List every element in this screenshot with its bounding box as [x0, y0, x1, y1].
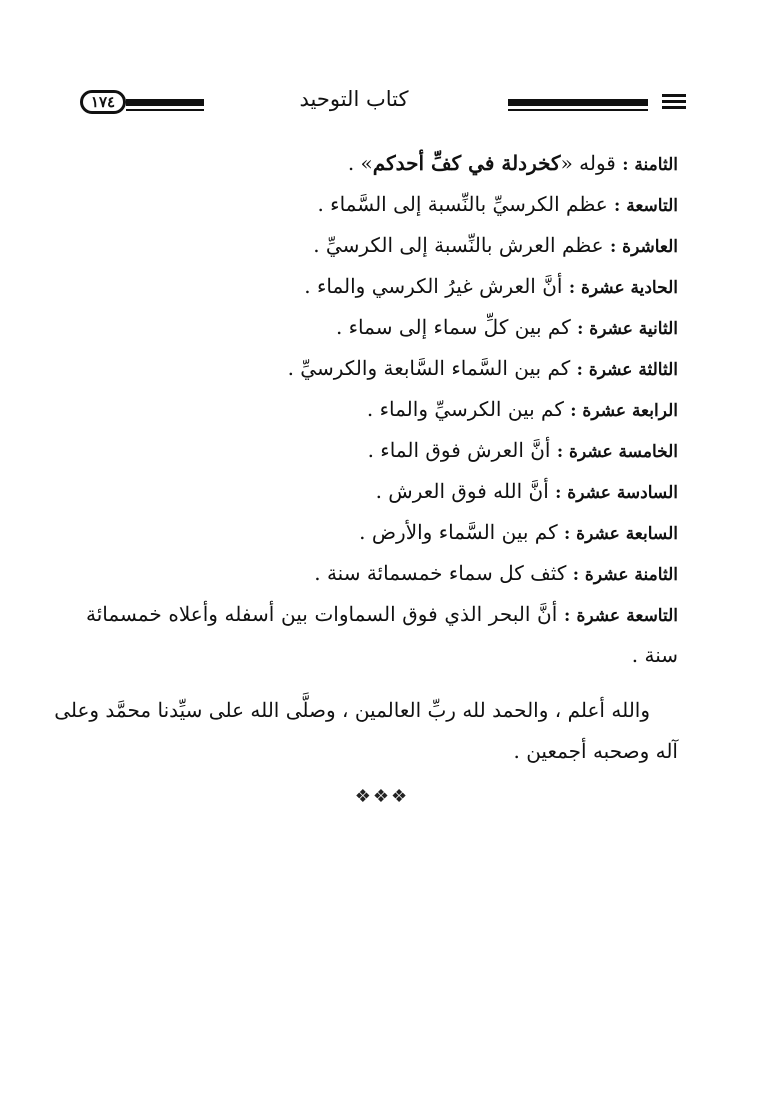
section-divider-icon: ❖❖❖ [354, 786, 410, 807]
item-text: أنَّ الله فوق العرش . [375, 479, 549, 503]
item-text: عظم العرش بالنِّسبة إلى الكرسيِّ . [313, 233, 604, 257]
page-header [80, 82, 680, 122]
item-lead: التاسعة عشرة : [563, 606, 679, 626]
paragraph-gap [86, 676, 678, 690]
header-ornament [654, 82, 684, 122]
item-text: أنَّ البحر الذي فوق السماوات بين أسفله وأعلاه خمسمائة [86, 602, 558, 626]
item-text: عظم الكرسيِّ بالنِّسبة إلى السَّماء . [317, 192, 608, 216]
list-item [86, 512, 678, 553]
item-text: قوله « [560, 151, 616, 175]
item-lead: الثامنة : [622, 155, 678, 175]
list-item [86, 430, 678, 471]
list-item [86, 266, 678, 307]
list-item [86, 348, 678, 389]
item-text: أنَّ العرش غيرُ الكرسي والماء . [304, 274, 563, 298]
item-lead: العاشرة : [609, 237, 678, 257]
item-text: كم بين الكرسيِّ والماء . [366, 397, 564, 421]
closing-line: آله وصحبه أجمعين . [513, 739, 678, 763]
item-lead: السادسة عشرة : [555, 483, 678, 503]
item-text-after: » . [347, 151, 373, 175]
item-lead: الثالثة عشرة : [576, 360, 678, 380]
item-lead: السابعة عشرة : [563, 524, 678, 544]
book-title: كتاب التوحيد [299, 87, 409, 111]
list-item [86, 389, 678, 430]
page-number: ١٧٤ [80, 90, 126, 114]
header-rule-right [508, 99, 648, 106]
item-text: كم بين كلِّ سماء إلى سماء . [335, 315, 571, 339]
item-lead: الثامنة عشرة : [572, 565, 678, 585]
header-rule-right-thin [508, 109, 648, 111]
list-item [86, 553, 678, 594]
list-item [86, 225, 678, 266]
ornament-bar [662, 100, 686, 103]
header-rule-left [126, 99, 204, 106]
list-item [86, 471, 678, 512]
page-content [54, 143, 679, 807]
closing-line: والله أعلم ، والحمد لله ربِّ العالمين ، وصلَّى الله على سيِّدنا محمَّد وعلى [54, 698, 650, 722]
list-item-continuation: سنة . [631, 643, 678, 667]
header-rule-left-thin [126, 109, 204, 111]
item-lead: الحادية عشرة : [568, 278, 678, 298]
item-lead: الخامسة عشرة : [556, 442, 678, 462]
item-text: أنَّ العرش فوق الماء . [367, 438, 551, 462]
item-lead: الثانية عشرة : [577, 319, 678, 339]
list-item [86, 143, 678, 184]
ornament-bar [662, 106, 686, 109]
item-text: كم بين السَّماء والأرض . [359, 520, 558, 544]
ornament-bar [662, 94, 686, 97]
list-item [86, 594, 678, 635]
list-item [86, 307, 678, 348]
item-lead: الرابعة عشرة : [570, 401, 678, 421]
item-text: كثف كل سماء خمسمائة سنة . [314, 561, 567, 585]
list-item [86, 184, 678, 225]
item-lead: التاسعة : [614, 196, 678, 216]
item-quote: كخردلة في كفِّ أحدكم [372, 151, 561, 175]
item-text: كم بين السَّماء السَّابعة والكرسيِّ . [287, 356, 571, 380]
